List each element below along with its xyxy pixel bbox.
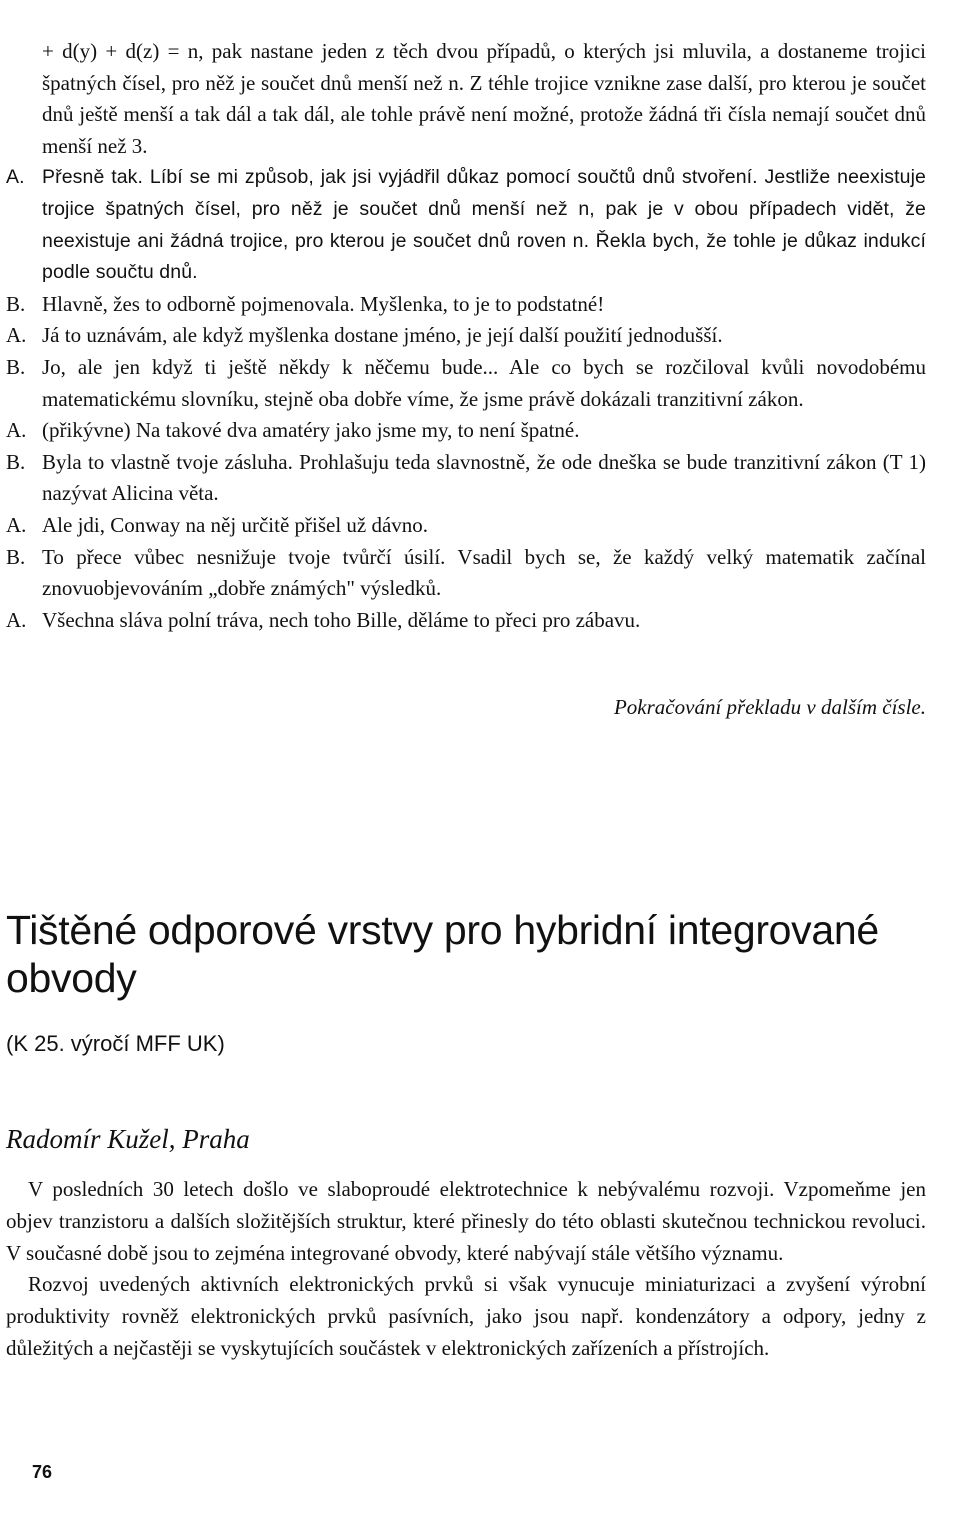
dialogue-line (6, 320, 926, 352)
dialogue-line (6, 415, 926, 447)
line-text: Přesně tak. Líbí se mi způsob, jak jsi vyjádřil důkaz pomocí součtů dnů stvoření. Jestliže neexistuje trojice špatných čísel, pro něž je součet dnů menší než n, pak je v obou případech vidět, že neexistuje ani žádná trojice, pro kterou je součet dnů roven n. Řekla bych, že tohle je důkaz indukcí podle součtu dnů. (42, 166, 926, 284)
article-paragraph: V posledních 30 letech došlo ve slaboproudé elektrotechnice k nebývalému rozvoji. Vzpomeňme jen objev tranzistoru a dalších složitějších struktur, které přinesly do této oblasti skutečnou technickou revoluci. V současné době jsou to zejména integrované obvody, které nabývají stále většího významu. (6, 1177, 926, 1265)
line-text: Byla to vlastně tvoje zásluha. Prohlašuju teda slavnostně, že ode dneška se bude tranzitivní zákon (T 1) nazývat Alicina věta. (42, 449, 926, 506)
line-text: (přikývne) Na takové dva amatéry jako jsme my, to není špatné. (42, 418, 580, 443)
line-text: Hlavně, žes to odborně pojmenovala. Myšlenka, to je to podstatné! (42, 291, 605, 316)
line-text: Jo, ale jen když ti ještě někdy k něčemu bude... Ale co bych se rozčiloval kvůli novodobému matematickému slovníku, stejně oba dobře víme, že jsme právě dokázali tranzitivní zákon. (42, 354, 926, 411)
dialogue-line (6, 289, 926, 321)
dialogue-line (6, 352, 926, 415)
article-subtitle: (K 25. výročí MFF UK) (6, 1031, 225, 1056)
speaker-label: A. (6, 323, 27, 348)
continuation-note: Pokračování překladu v dalším čísle. (613, 695, 926, 719)
speaker-label: A. (6, 166, 25, 189)
speaker-label: B. (6, 544, 26, 569)
dialogue-line (6, 447, 926, 510)
speaker-label: A. (6, 418, 27, 443)
dialogue-line (6, 542, 926, 605)
speaker-label: B. (6, 449, 26, 474)
article-body (6, 1174, 926, 1365)
dialogue-line (6, 510, 926, 542)
dialogue-line (6, 605, 926, 637)
speaker-label: A. (6, 607, 27, 632)
dialogue-intro: + d(y) + d(z) = n, pak nastane jeden z těch dvou případů, o kterých jsi mluvila, a dostaneme trojici špatných čísel, pro něž je součet dnů menší než n. Z téhle trojice vznikne zase další, pro kterou je součet dnů ještě menší a tak dál a tak dál, ale tohle právě není možné, protože žádná tři čísla nemají součet dnů menší než 3. (42, 39, 926, 158)
article-paragraph: Rozvoj uvedených aktivních elektronických prvků si však vynucuje miniaturizaci a zvyšení výrobní produktivity rovněž elektronických prvků pasívních, jako jsou např. kondenzátory a odpory, jedny z důležitých a nejčastěji se vyskytujících součástek v elektronických zařízeních a přístrojích. (6, 1272, 926, 1360)
speaker-label: B. (6, 291, 26, 316)
dialogue-section (6, 36, 926, 636)
speaker-label: B. (6, 354, 26, 379)
line-text: Všechna sláva polní tráva, nech toho Bille, děláme to přeci pro zábavu. (42, 607, 641, 632)
page-number: 76 (32, 1462, 53, 1482)
article-title: Tištěné odporové vrstvy pro hybridní integrované obvody (6, 907, 879, 1001)
article-author: Radomír Kužel, Praha (6, 1124, 250, 1154)
line-text: Ale jdi, Conway na něj určitě přišel už dávno. (42, 512, 429, 537)
dialogue-line (6, 162, 926, 288)
line-text: To přece vůbec nesnižuje tvoje tvůrčí úsilí. Vsadil bych se, že každý velký matematik začínal znovuobjevováním „dobře známých" výsledků. (42, 544, 926, 601)
line-text: Já to uznávám, ale když myšlenka dostane jméno, je její další použití jednodušší. (42, 323, 723, 348)
speaker-label: A. (6, 512, 27, 537)
